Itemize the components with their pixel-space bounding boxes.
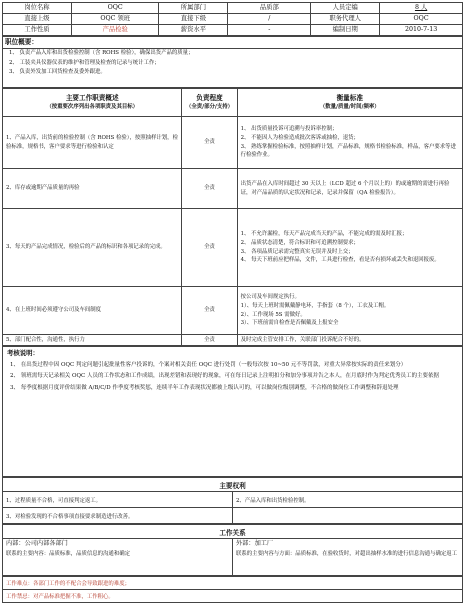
header-label: 直接下级 xyxy=(159,14,228,25)
exam-line: 1、 在出货过程中因 OQC 判定问题引起批量性客户投诉的，个案对相关责任 OQC 进行处罚（一般每次按 10~50 元不等罚款，对重大异常按实际的责任来划分） xyxy=(10,362,407,369)
duty-desc: 1、产品入库，出货前的检验控制（含 ROHS 检验），按照抽样计划，检验标准，规格书，客户要求等进行检验和认定 xyxy=(3,117,182,169)
header-label: 所属部门 xyxy=(159,3,228,14)
header-value: / xyxy=(228,14,311,25)
header-label: 直接上级 xyxy=(3,14,72,25)
duty-resp: 全责 xyxy=(182,209,237,287)
duty-resp: 全责 xyxy=(182,287,237,335)
environment-line: 工作禁忌：对产品标准把握不准，工作粗心。 xyxy=(3,590,463,603)
relations-inner xyxy=(3,539,233,576)
rights-item: 3、对检验发现的不合格事项直接要求制造进行改善。 xyxy=(3,508,233,524)
environment-line: 工作难点：各部门工作的不配合会导致跟进的难度； xyxy=(3,577,463,590)
duty-std: 1、 不允许漏检，每天产品完成当天的产品，不能完成的需及时汇报； 2、 品质状态清楚，符合标识和可追溯控制要求； 3、 各项品质记录需完整真实无误并及时上交； 4、 每天下班前应把样品，文件，工具进行检查，看是否有损坏或丢失和退回报废。 xyxy=(237,209,462,287)
col-header-resp: 负责程度 （全责/部分/支持） xyxy=(182,89,237,117)
duty-std: 出货产品在入库时间超过 30 天以上（LCD 超过 6 个月以上的）的或逾期的需进行再验证，对产品品质的认定状况和记录，记录并保留（QA 检验报告）。 xyxy=(237,169,462,209)
inner-label: 内部： xyxy=(6,540,25,547)
relations-table xyxy=(2,524,463,576)
exam-line: 3、 每季度根据月度评价结果做 A/B/C/D 作季度考核奖惩，连续半年工作表现状况都被上级认可的，可以做岗位级别调整，不合格的做岗位工作调整和辞退处理 xyxy=(10,384,399,391)
exam-line: 2、 领班需每天记录相关 OQC 人员的工作状态和工作成绩，出现差错和表现好的现象，可在每日记录上注明扣分和加分事项并告之本人，在月底时作为判定优秀员工的主要依据 xyxy=(10,373,439,380)
purpose-body xyxy=(3,49,463,88)
exam-body xyxy=(3,347,463,477)
duties-table xyxy=(2,88,463,346)
rights-table xyxy=(2,477,463,524)
col-header-desc: 主要工作职责概述 （按重要次序列出各项职责及其目标） xyxy=(3,89,182,117)
header-value: 2010-7-13 xyxy=(380,25,463,36)
rights-item: 1、过程质量不合格，可直接判定返工。 xyxy=(3,492,233,508)
header-label: 人员定编 xyxy=(311,3,380,14)
rights-title: 主要权利 xyxy=(3,478,463,492)
header-label: 编制日期 xyxy=(311,25,380,36)
header-value: 品质部 xyxy=(228,3,311,14)
purpose-line: 2、 工装夹具仪器仪表的维护和管理及检查的记录与统计工作； xyxy=(9,59,160,66)
exam-table xyxy=(2,346,463,477)
duty-row xyxy=(3,335,463,346)
header-row-3 xyxy=(3,25,463,36)
header-row-2 xyxy=(3,14,463,25)
inner-who: 公司内部各部门 xyxy=(24,540,68,547)
duty-row xyxy=(3,117,463,169)
job-description-form xyxy=(2,2,463,603)
rights-item xyxy=(233,508,463,524)
duty-row xyxy=(3,209,463,287)
duty-desc: 2、库存或逾期产品质量的再验 xyxy=(3,169,182,209)
duty-row xyxy=(3,287,463,335)
header-label: 薪资水平 xyxy=(159,25,228,36)
purpose-line: 3、 负责外发加工回货检查及委外跟进。 xyxy=(9,69,106,75)
duty-row xyxy=(3,169,463,209)
duties-header-row xyxy=(3,89,463,117)
exam-title: 考核说明： xyxy=(7,349,39,357)
duty-resp: 全责 xyxy=(182,117,237,169)
purpose-table xyxy=(2,36,463,88)
duty-std: 及时完成主管安排工作，关联部门投诉配合不好的。 xyxy=(237,335,462,346)
header-value: OQC xyxy=(72,3,159,14)
outer-text: 联系的主要内容与方面：品质标准，在验收货时，对超出抽样水准的进行信息沟通与确定返工 xyxy=(236,551,458,557)
header-value: 8 人 xyxy=(380,3,463,14)
duty-std: 按公司及车间规定执行。 1）、每天上班时需佩戴静电环，手指套（8 个），工衣及工帽。 2）、工作现场 5S 需做好。 3）、下班前需自检查是否佩戴及上报安全 xyxy=(237,287,462,335)
duty-desc: 5、部门配合性，沟通性，执行力 xyxy=(3,335,182,346)
header-value: 产品检验 xyxy=(72,25,159,36)
header-label: 岗位名称 xyxy=(3,3,72,14)
duty-desc: 4、在上班时间必须遵守公司及车间制度 xyxy=(3,287,182,335)
header-label: 工作性质 xyxy=(3,25,72,36)
header-value: OQC 领班 xyxy=(72,14,159,25)
relations-title: 工作关系 xyxy=(3,525,463,539)
rights-item: 2、产品入库和出货检验控制。 xyxy=(233,492,463,508)
inner-text: 联系的主要内容：品质标准，品质信息的沟通和确定 xyxy=(6,551,130,557)
header-value: - xyxy=(228,25,311,36)
duty-std: 1、 出货质量投诉可追溯与投诉率控制； 2、 不能因人为检验造成批次客诉或抽检，退货； 3、 熟练掌握检验标准，按照抽样计划，产品标准，规格书检验标准，样品，客户要求等进行检验作业。 xyxy=(237,117,462,169)
environment-table xyxy=(2,576,463,603)
duty-resp: 全责 xyxy=(182,335,237,346)
header-row-1 xyxy=(3,3,463,14)
header-table xyxy=(2,2,463,36)
duty-desc: 3、每天的产品完成情况，检验后的产品的标识和各项记录的完成。 xyxy=(3,209,182,287)
outer-who: 加工厂 xyxy=(254,540,274,547)
header-value: OQC xyxy=(380,14,463,25)
col-header-std: 衡量标准 （数量/质量/时间/频率） xyxy=(237,89,462,117)
purpose-title: 职位概要： xyxy=(3,37,463,49)
header-label: 职务代理人 xyxy=(311,14,380,25)
outer-label: 外部： xyxy=(236,540,255,547)
purpose-line: 1、 负责产品入库和出货检验控制（含 ROHS 检验），确保出货产品的质量； xyxy=(9,50,194,56)
relations-outer xyxy=(233,539,463,576)
duty-resp: 全责 xyxy=(182,169,237,209)
